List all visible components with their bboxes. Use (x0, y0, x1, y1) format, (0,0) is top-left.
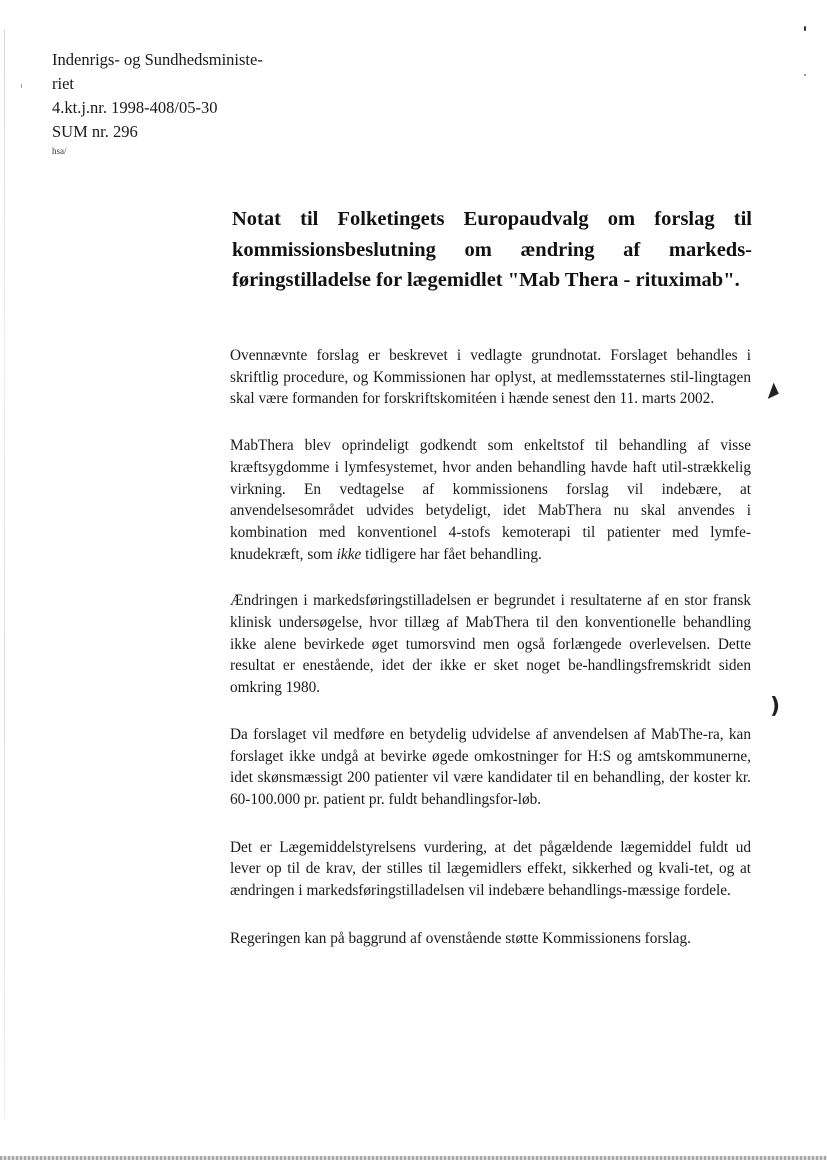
paragraph-rationale: Ændringen i markedsføringstilladelsen er begrundet i resultaterne af en stor fransk klinisk undersøgelse, hvor tillæg af MabThera til den konventionelle behandling ikke alene bevirkede øget tumorsvind men også forlængede overlevelsen. Dette resultat er enestående, idet der ikke er sket noget be-handlingsfremskridt siden omkring 1980. (230, 592, 751, 697)
author-initials: hsa/ (52, 146, 67, 156)
scan-left-edge (4, 30, 5, 1120)
ministry-name-line-1: Indenrigs- og Sundhedsministe- (52, 50, 263, 69)
document-header (52, 48, 312, 157)
emphasis-word: ikke (336, 545, 362, 563)
sum-number: SUM nr. 296 (52, 122, 138, 141)
margin-bracket-mark: ) (770, 694, 781, 719)
ministry-name-line-2: riet (52, 74, 74, 93)
paragraph-assessment: Det er Lægemiddelstyrelsens vurdering, at det pågældende lægemiddel fuldt ud lever op til de krav, der stilles til lægemidlers effekt, sikkerhed og kvali-tet, og at ændringen i markedsføringstilladelsen vil indebære behandlings-mæssige fordele. (230, 838, 751, 900)
paragraph-indication (230, 435, 751, 565)
paragraph-indication-text-end: tidligere har fået behandling. (361, 545, 542, 563)
scan-speck (804, 74, 806, 76)
paragraph-procedure: Ovennævnte forslag er beskrevet i vedlagte grundnotat. Forslaget behandles i skriftlig procedure, og Kommissionen har oplyst, at medlemsstaternes stil-lingtagen skal være formanden for forskriftskomitéen i hænde senest den 11. marts 2002. (230, 347, 751, 408)
scan-speck (21, 84, 22, 88)
paragraph-conclusion: Regeringen kan på baggrund af ovenstående støtte Kommissionens forslag. (230, 929, 691, 947)
scan-bottom-edge (0, 1156, 827, 1160)
document-body (230, 345, 751, 974)
paragraph-indication-text: MabThera blev oprindeligt godkendt som enkeltstof til behandling af visse kræftsygdomme i lymfesystemet, hvor anden behandling havde haft util-strækkelig virkning. En vedtagelse af kommissionens forslag vil indebære, at anvendelsesområdet udvides betydeligt, idet MabThera nu skal anvendes i kombination med konventionel 4-stofs kemoterapi til patienter med lymfe-knudekræft, som (230, 437, 751, 563)
document-title: Notat til Folketingets Europaudvalg om forslag til kommissionsbeslutning om ændring af markeds-føringstilladelse for lægemidlet "Mab Thera - rituximab". (232, 208, 752, 291)
scan-speck (804, 26, 806, 31)
margin-bracket-mark: ◢ (760, 378, 780, 401)
journal-number: 4.kt.j.nr. 1998-408/05-30 (52, 98, 218, 117)
paragraph-costs: Da forslaget vil medføre en betydelig udvidelse af anvendelsen af MabThe-ra, kan forslaget ikke undgå at bevirke øgede omkostninger for H:S og amtskommunerne, idet skønsmæssigt 200 patienter vil være kandidater til en behandling, der koster kr. 60-100.000 pr. patient pr. fuldt behandlingsfor-løb. (230, 725, 751, 808)
